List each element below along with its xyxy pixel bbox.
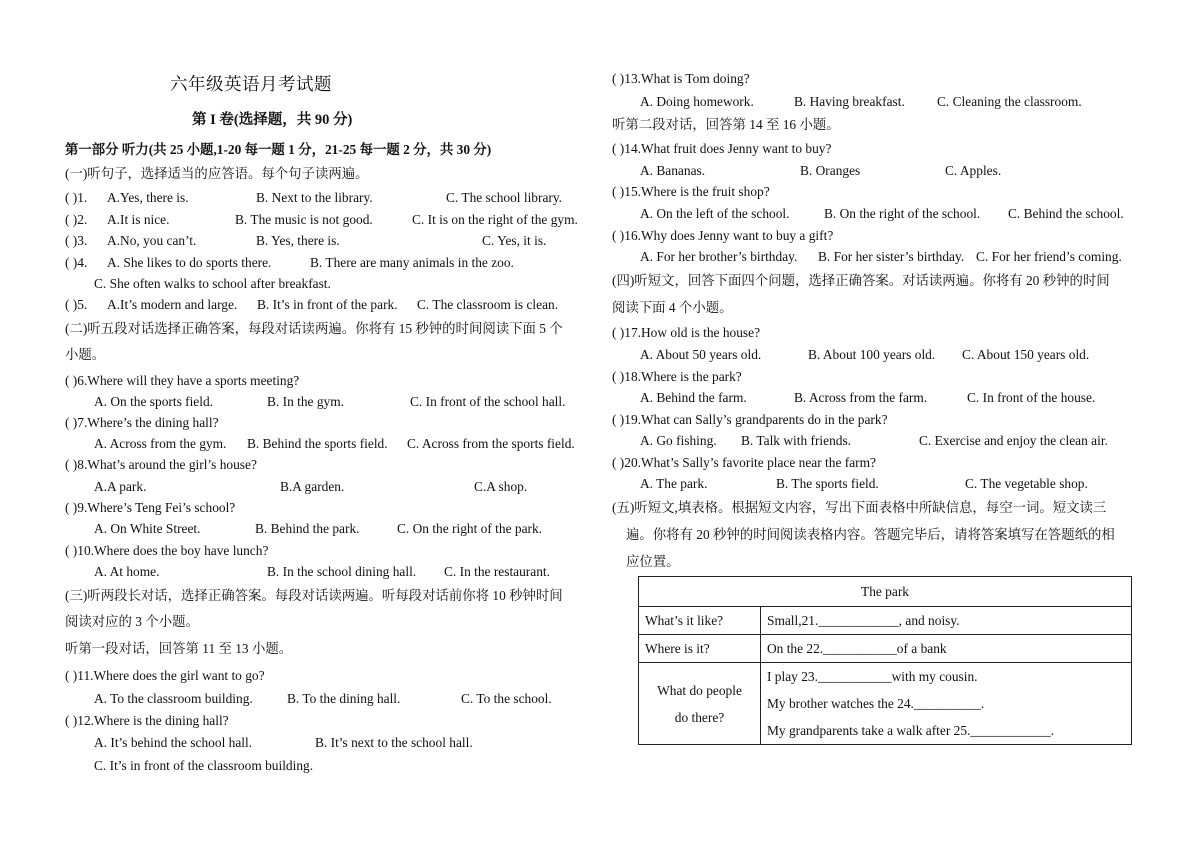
option-a: A. To the classroom building. — [94, 691, 253, 706]
option-c: C. Apples. — [945, 163, 1002, 178]
table-header: The park — [639, 577, 1132, 607]
dialog1-instructions: 听第一段对话，回答第 11 至 13 小题。 — [65, 641, 293, 656]
option-b: B. On the right of the school. — [824, 206, 981, 221]
section2-instructions-cont: 小题。 — [65, 347, 106, 362]
question-text: ( )17.How old is the house? — [612, 325, 761, 340]
option-b: B. It’s next to the school hall. — [315, 735, 473, 750]
option-b: B. To the dining hall. — [287, 691, 401, 706]
option-a: A.Yes, there is. — [107, 190, 189, 205]
option-c: C. Cleaning the classroom. — [937, 94, 1082, 109]
option-b: B. Having breakfast. — [794, 94, 905, 109]
option-a: A. It’s behind the school hall. — [94, 735, 253, 750]
row-label — [639, 663, 761, 745]
row-label: What’s it like? — [639, 607, 761, 635]
option-c: C. The classroom is clean. — [417, 297, 559, 312]
option-c: C. On the right of the park. — [397, 521, 543, 536]
question-text: ( )9.Where’s Teng Fei’s school? — [65, 500, 236, 515]
option-b: B. The music is not good. — [235, 212, 373, 227]
option-a: A.No, you can’t. — [107, 233, 197, 248]
option-a: A. Doing homework. — [640, 94, 754, 109]
option-c: C. Behind the school. — [1008, 206, 1124, 221]
question-text: ( )7.Where’s the dining hall? — [65, 415, 219, 430]
option-a: A. She likes to do sports there. — [107, 255, 272, 270]
row-label-line2: do there? — [674, 709, 725, 725]
question-text: ( )14.What fruit does Jenny want to buy? — [612, 141, 832, 156]
option-c: C. To the school. — [461, 691, 552, 706]
option-a: A. For her brother’s birthday. — [640, 249, 798, 264]
option-a: A. On the sports field. — [94, 394, 214, 409]
option-a: A.It’s modern and large. — [107, 297, 238, 312]
option-c: C. Across from the sports field. — [407, 436, 575, 451]
option-b: B. The sports field. — [776, 476, 879, 491]
dialog2-instructions: 听第二段对话，回答第 14 至 16 小题。 — [612, 117, 840, 132]
question-text: ( )8.What’s around the girl’s house? — [65, 457, 257, 472]
question-number: ( )5. — [65, 297, 88, 312]
question-text: ( )10.Where does the boy have lunch? — [65, 543, 269, 558]
option-c: C.A shop. — [474, 479, 528, 494]
row-value-line: My grandparents take a walk after 25.____________. — [767, 723, 1055, 738]
question-number: ( )1. — [65, 190, 88, 205]
part-heading: 第一部分 听力(共 25 小题,1-20 每一题 1 分，21-25 每一题 2 分，共 30 分) — [65, 142, 492, 157]
question-text: ( )6.Where will they have a sports meeting? — [65, 373, 300, 388]
table-header-row — [639, 577, 1132, 607]
option-a: A. Across from the gym. — [94, 436, 227, 451]
option-c: C. It’s in front of the classroom building. — [94, 758, 314, 773]
option-c: C. In front of the house. — [967, 390, 1096, 405]
row-value: On the 22.___________of a bank — [761, 635, 1132, 663]
option-b: B.A garden. — [280, 479, 345, 494]
section2-instructions: (二)听五段对话选择正确答案，每段对话读两遍。你将有 15 秒钟的时间阅读下面 5 个 — [65, 321, 563, 336]
option-b: B. Talk with friends. — [741, 433, 852, 448]
question-text: ( )13.What is Tom doing? — [612, 71, 750, 86]
question-text: ( )16.Why does Jenny want to buy a gift? — [612, 228, 834, 243]
option-b: B. Behind the sports field. — [247, 436, 388, 451]
option-a: A.A park. — [94, 479, 147, 494]
section5-instructions-end: 应位置。 — [626, 554, 680, 569]
option-a: A. At home. — [94, 564, 160, 579]
option-a: A. On White Street. — [94, 521, 201, 536]
row-value — [761, 663, 1132, 745]
section5-instructions: (五)听短文,填表格。根据短文内容，写出下面表格中所缺信息，每空一词。短文读三 — [612, 500, 1107, 515]
row-label: Where is it? — [639, 635, 761, 663]
option-b: B. Across from the farm. — [794, 390, 928, 405]
option-a: A.It is nice. — [107, 212, 170, 227]
question-text: ( )11.Where does the girl want to go? — [65, 668, 265, 683]
row-value: Small,21.____________, and noisy. — [761, 607, 1132, 635]
option-b: B. Yes, there is. — [256, 233, 340, 248]
option-c: C. The school library. — [446, 190, 563, 205]
option-b: B. Behind the park. — [255, 521, 360, 536]
question-text: ( )18.Where is the park? — [612, 369, 742, 384]
option-a: A. Go fishing. — [640, 433, 717, 448]
option-c: C. For her friend’s coming. — [976, 249, 1122, 264]
section4-instructions: (四)听短文，回答下面四个问题，选择正确答案。对话读两遍。你将有 20 秒钟的时间 — [612, 273, 1110, 288]
park-table — [638, 576, 1132, 745]
option-c: C. In front of the school hall. — [410, 394, 566, 409]
option-b: B. In the school dining hall. — [267, 564, 417, 579]
option-a: A. About 50 years old. — [640, 347, 762, 362]
option-c: C. In the restaurant. — [444, 564, 550, 579]
option-b: B. Oranges — [800, 163, 861, 178]
option-c: C. She often walks to school after breakfast. — [94, 276, 331, 291]
option-c: C. It is on the right of the gym. — [412, 212, 578, 227]
option-a: A. The park. — [640, 476, 708, 491]
question-text: ( )15.Where is the fruit shop? — [612, 184, 770, 199]
option-b: B. Next to the library. — [256, 190, 373, 205]
volume-heading: 第 I 卷(选择题，共 90 分) — [192, 112, 353, 128]
question-number: ( )4. — [65, 255, 88, 270]
option-b: B. There are many animals in the zoo. — [310, 255, 514, 270]
row-label-line1: What do people — [657, 682, 742, 698]
row-value-line: My brother watches the 24.__________. — [767, 696, 985, 711]
page-title: 六年级英语月考试题 — [170, 74, 332, 94]
question-text: ( )20.What’s Sally’s favorite place near the farm? — [612, 455, 876, 470]
option-c: C. Yes, it is. — [482, 233, 547, 248]
option-a: A. Behind the farm. — [640, 390, 747, 405]
option-b: B. For her sister’s birthday. — [818, 249, 965, 264]
section4-instructions-cont: 阅读下面 4 个小题。 — [612, 300, 733, 315]
question-text: ( )19.What can Sally’s grandparents do in the park? — [612, 412, 888, 427]
option-b: B. About 100 years old. — [808, 347, 936, 362]
option-c: C. Exercise and enjoy the clean air. — [919, 433, 1108, 448]
section1-instructions: (一)听句子，选择适当的应答语。每个句子读两遍。 — [65, 166, 369, 181]
option-c: C. About 150 years old. — [962, 347, 1090, 362]
row-value-line: I play 23.___________with my cousin. — [767, 669, 978, 684]
question-number: ( )2. — [65, 212, 88, 227]
question-number: ( )3. — [65, 233, 88, 248]
table-row — [639, 663, 1132, 745]
question-text: ( )12.Where is the dining hall? — [65, 713, 229, 728]
option-c: C. The vegetable shop. — [965, 476, 1088, 491]
table-row — [639, 635, 1132, 663]
section5-instructions-cont: 遍。你将有 20 秒钟的时间阅读表格内容。答题完毕后，请将答案填写在答题纸的相 — [626, 527, 1115, 542]
section3-instructions: (三)听两段长对话，选择正确答案。每段对话读两遍。听每段对话前你将 10 秒钟时间 — [65, 588, 563, 603]
option-a: A. On the left of the school. — [640, 206, 790, 221]
section3-instructions-cont: 阅读对应的 3 个小题。 — [65, 614, 199, 629]
option-a: A. Bananas. — [640, 163, 706, 178]
option-b: B. It’s in front of the park. — [257, 297, 398, 312]
option-b: B. In the gym. — [267, 394, 344, 409]
table-row — [639, 607, 1132, 635]
